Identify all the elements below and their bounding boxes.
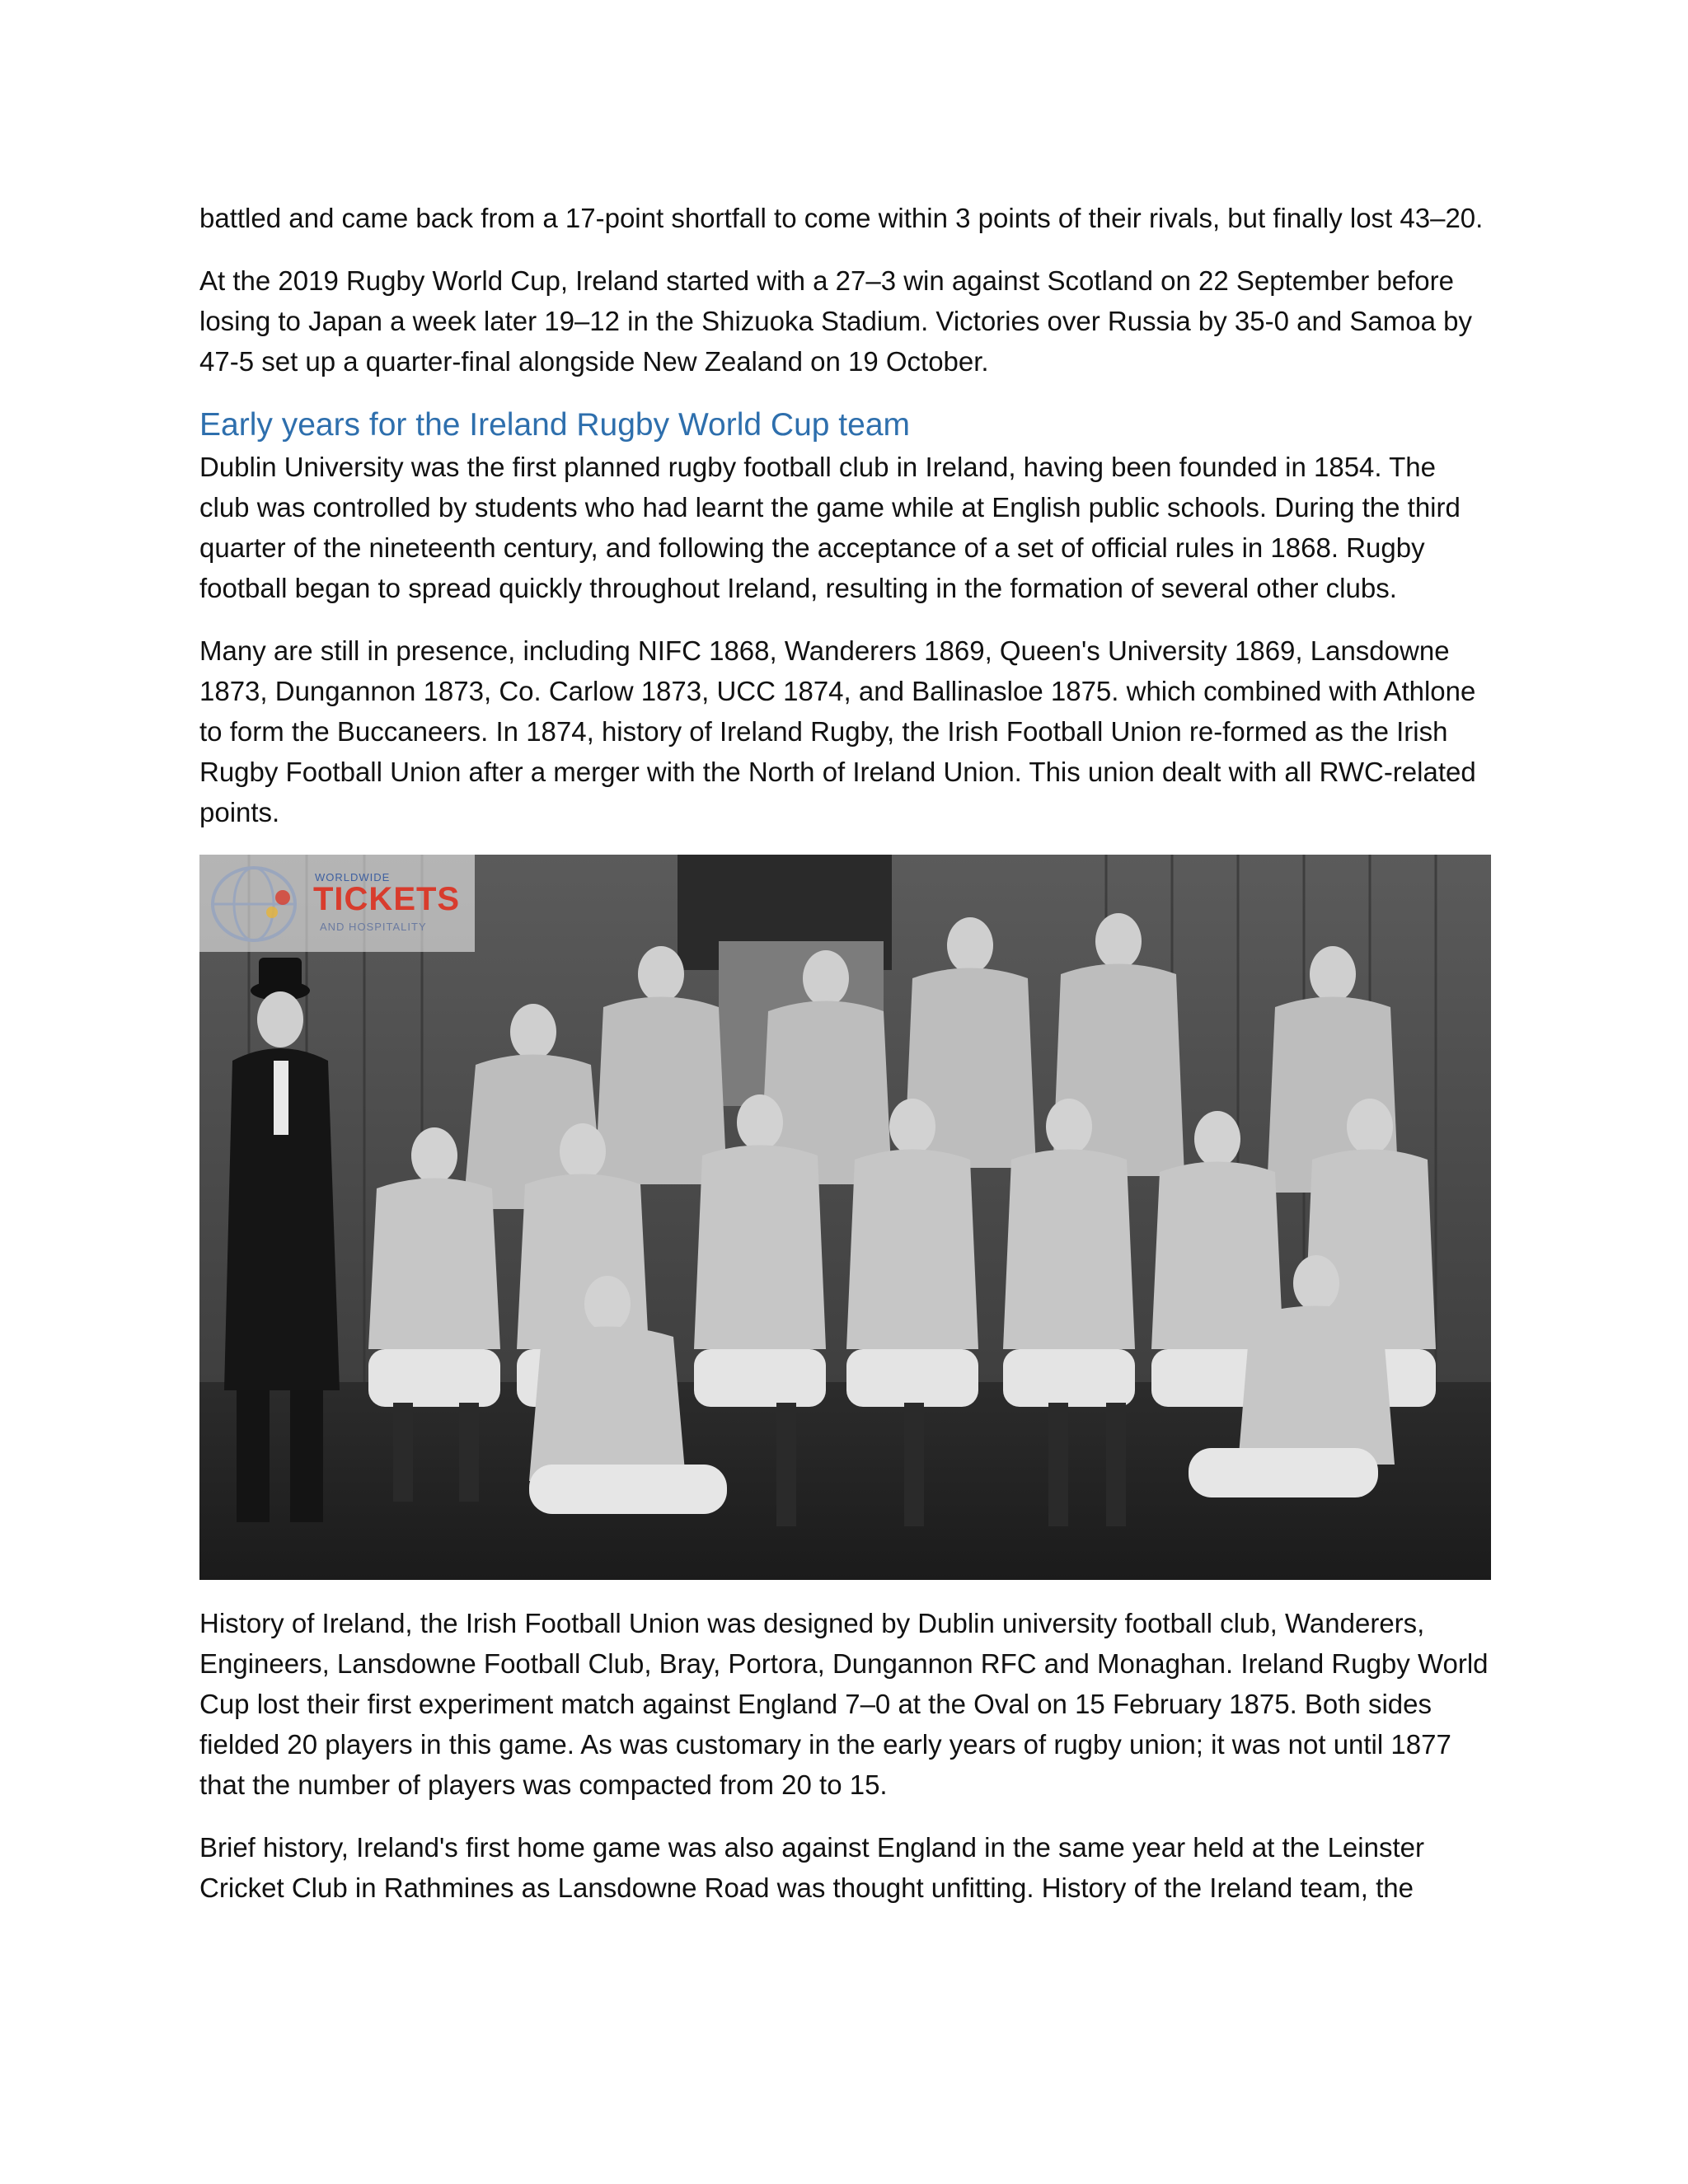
- watermark-logo: [199, 855, 475, 952]
- paragraph-2: At the 2019 Rugby World Cup, Ireland started with a 27–3 win against Scotland on 22 September before losing to Japan a week later 19–12 in the Shizuoka Stadium. Victories over Russia by 35-0 and Samoa by 47-5 set up a quarter-final alongside New Zealand on 19 October.: [199, 265, 1472, 377]
- paragraph-4: Many are still in presence, including NIFC 1868, Wanderers 1869, Queen's University 1869, Lansdowne 1873, Dungannon 1873, Co. Carlow 1873, UCC 1874, and Ballinasloe 1875. which combined with Athlone to form the Buccaneers. In 1874, history of Ireland Rugby, the Irish Football Union re-formed as the Irish Rugby Football Union after a merger with the North of Ireland Union. This union dealt with all RWC-related points.: [199, 635, 1476, 827]
- watermark-line-1: WORLDWIDE: [315, 871, 391, 883]
- paragraph-5: History of Ireland, the Irish Football Union was designed by Dublin university football club, Wanderers, Engineers, Lansdowne Football Club, Bray, Portora, Dungannon RFC and Monaghan. Ireland Rugby World Cup lost their first experiment match against England 7–0 at the Oval on 15 February 1875. Both sides fielded 20 players in this game. As was customary in the early years of rugby union; it was not until 1877 that the number of players was compacted from 20 to 15.: [199, 1608, 1489, 1800]
- paragraph-6: Brief history, Ireland's first home game was also against England in the same year held at the Leinster Cricket Club in Rathmines as Lansdowne Road was thought unfitting. History of the Ireland team, the: [199, 1832, 1424, 1903]
- watermark-line-2: TICKETS: [313, 881, 461, 917]
- watermark-line-3: AND HOSPITALITY: [320, 921, 427, 933]
- team-photo-illustration: [199, 855, 1491, 1580]
- paragraph-1: battled and came back from a 17-point shortfall to come within 3 points of their rivals, but finally lost 43–20.: [199, 203, 1484, 233]
- section-heading: Early years for the Ireland Rugby World Cup team: [199, 407, 910, 443]
- document-page: [199, 198, 1492, 1930]
- paragraph-3: Dublin University was the first planned rugby football club in Ireland, having been founded in 1854. The club was controlled by students who had learnt the game while at English public schools. During the third quarter of the nineteenth century, and following the acceptance of a set of official rules in 1868. Rugby football began to spread quickly throughout Ireland, resulting in the formation of several other clubs.: [199, 452, 1461, 603]
- globe-icon: [204, 863, 303, 945]
- team-photo: [199, 855, 1491, 1580]
